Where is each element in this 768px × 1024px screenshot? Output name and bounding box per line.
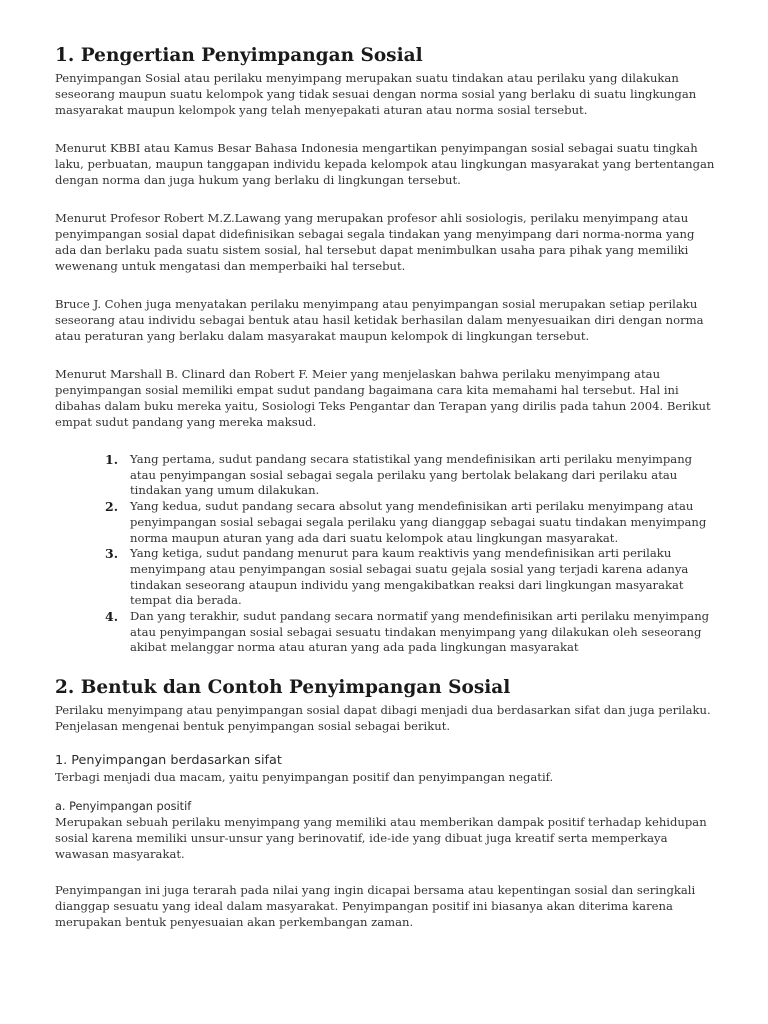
paragraph: Menurut Profesor Robert M.Z.Lawang yang merupakan profesor ahli sosiologis, perilaku menyimpang atau penyimpangan sosial dapat didefinisikan sebagai segala tindakan yang menyimpang dari norma-norma yang ada dan berlaku pada suatu sistem sosial, hal tersebut dapat menimbulkan usaha para pihak yang memiliki wewenang untuk mengatasi dan memperbaiki hal tersebut. bbox=[55, 211, 695, 273]
paragraph: Penyimpangan ini juga terarah pada nilai yang ingin dicapai bersama atau kepentingan sosial dan seringkali dianggap sesuatu yang ideal dalam masyarakat. Penyimpangan positif ini biasanya akan diterima karena merupakan bentuk penyesuaian akan perkembangan zaman. bbox=[55, 883, 696, 930]
list-item bbox=[105, 546, 715, 609]
list-number: 1. bbox=[105, 452, 119, 467]
paragraph: Merupakan sebuah perilaku menyimpang yang memiliki atau memberikan dampak positif terhadap kehidupan sosial karena memiliki unsur-unsur yang berinovatif, ide-ide yang dibuat juga kreatif serta memperkaya wawasan masyarakat. bbox=[55, 815, 707, 862]
subsection-heading: 1. Penyimpangan berdasarkan sifat bbox=[55, 753, 282, 769]
list-item-text: Yang pertama, sudut pandang secara statistikal yang mendefinisikan arti perilaku menyimpang atau penyimpangan sosial sebagai segala perilaku yang bertolak belakang dari perilaku atau tindakan yang umum dilakukan. bbox=[130, 452, 693, 498]
section-heading: 1. Pengertian Penyimpangan Sosial bbox=[55, 45, 423, 66]
list-item bbox=[105, 609, 715, 656]
list-item-text: Yang kedua, sudut pandang secara absolut yang mendefinisikan arti perilaku menyimpang atau penyimpangan sosial sebagai segala perilaku yang dianggap sebagai suatu tindakan menyimpang norma maupun aturan yang ada dari suatu kelompok atau lingkungan masyarakat. bbox=[130, 499, 707, 545]
paragraph: Bruce J. Cohen juga menyatakan perilaku menyimpang atau penyimpangan sosial merupakan setiap perilaku seseorang atau individu sebagai bentuk atau hasil ketidak berhasilan dalam menyesuaikan diri dengan norma atau peraturan yang berlaku dalam masyarakat maupun kelompok di lingkungan tersebut. bbox=[55, 297, 704, 343]
section-heading: 2. Bentuk dan Contoh Penyimpangan Sosial bbox=[55, 677, 511, 699]
paragraph: Terbagi menjadi dua macam, yaitu penyimpangan positif dan penyimpangan negatif. bbox=[55, 770, 554, 785]
list-item-text: Yang ketiga, sudut pandang menurut para kaum reaktivis yang mendefinisikan arti perilaku menyimpang atau penyimpangan sosial sebagai suatu gejala sosial yang terjadi karena adanya tindakan seseorang ataupun individu yang mengakibatkan reaksi dari lingkungan masyarakat tempat dia berada. bbox=[130, 546, 689, 608]
paragraph: Menurut Marshall B. Clinard dan Robert F. Meier yang menjelaskan bahwa perilaku menyimpang atau penyimpangan sosial memiliki empat sudut pandang bagaimana cara kita memahami hal tersebut. Hal ini dibahas dalam buku mereka yaitu, Sosiologi Teks Pengantar dan Terapan yang dirilis pada tahun 2004. Berikut empat sudut pandang yang mereka maksud. bbox=[55, 367, 711, 429]
paragraph: Penyimpangan Sosial atau perilaku menyimpang merupakan suatu tindakan atau perilaku yang dilakukan seseorang maupun suatu kelompok yang tidak sesuai dengan norma sosial yang berlaku di suatu lingkungan masyarakat maupun kelompok yang telah menyepakati aturan atau norma sosial tersebut. bbox=[55, 71, 697, 117]
list-item bbox=[105, 499, 715, 546]
list-number: 4. bbox=[105, 609, 119, 625]
paragraph: Perilaku menyimpang atau penyimpangan sosial dapat dibagi menjadi dua berdasarkan sifat dan juga perilaku. Penjelasan mengenai bentuk penyimpangan sosial sebagai berikut. bbox=[55, 703, 711, 734]
list-number: 3. bbox=[105, 546, 119, 562]
paragraph: Menurut KBBI atau Kamus Besar Bahasa Indonesia mengartikan penyimpangan sosial sebagai suatu tingkah laku, perbuatan, maupun tanggapan individu kepada kelompok atau lingkungan masyarakat yang bertentangan dengan norma dan juga hukum yang berlaku di lingkungan tersebut. bbox=[55, 141, 715, 187]
list-number: 2. bbox=[105, 499, 119, 515]
list-item bbox=[105, 452, 715, 499]
list-item-text: Dan yang terakhir, sudut pandang secara normatif yang mendefinisikan arti perilaku menyimpang atau penyimpangan sosial sebagai sesuatu tindakan menyimpang yang dilakukan oleh seseorang akibat melanggar norma atau aturan yang ada pada lingkungan masyarakat bbox=[130, 609, 710, 655]
viewpoint-list bbox=[55, 452, 715, 656]
document-page bbox=[55, 44, 715, 930]
sub-subsection-heading: a. Penyimpangan positif bbox=[55, 800, 192, 814]
